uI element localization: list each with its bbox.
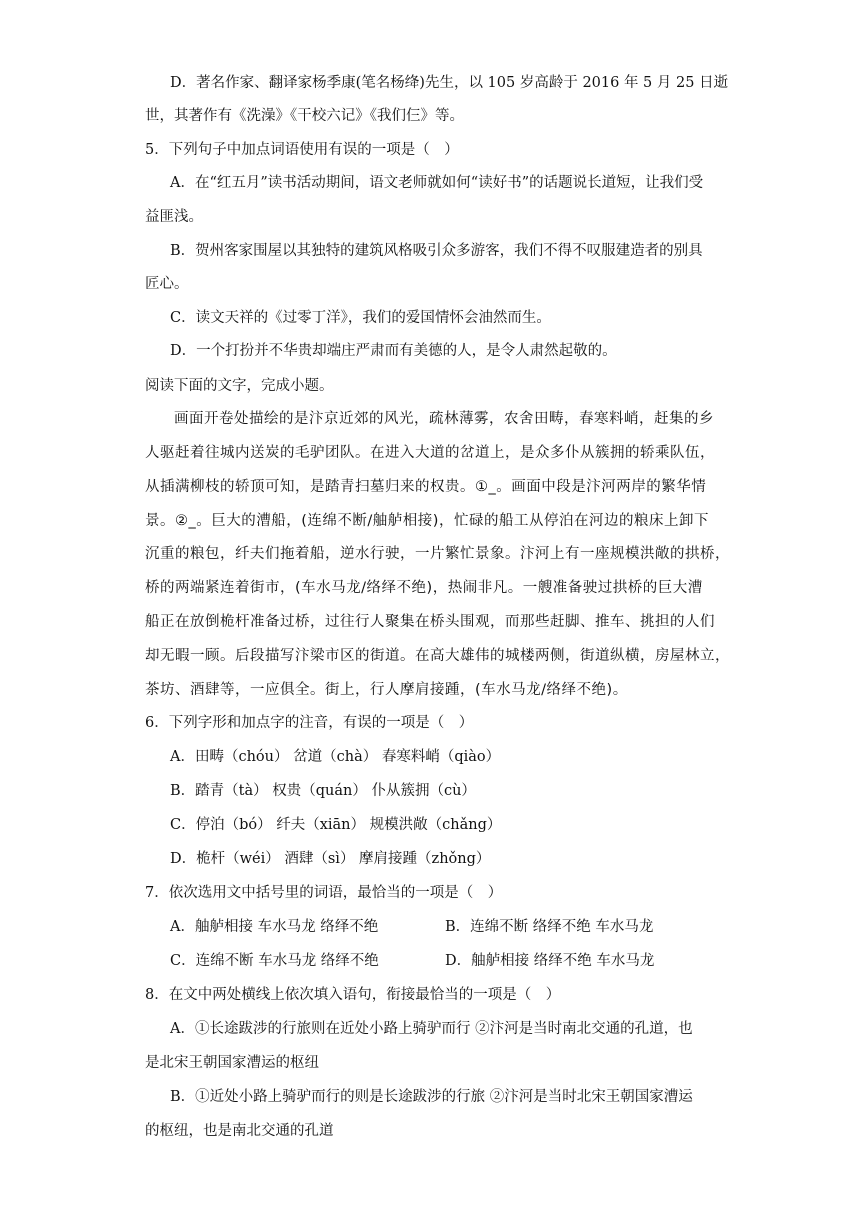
passage-line: 景。②_。巨大的漕船，(连绵不断/舳舻相接)，忙碌的船工从停泊在河边的粮床上卸下 [145, 513, 709, 529]
q7-option-b: B．连绵不断 络绎不绝 车水马龙 [445, 919, 654, 935]
q8-option-b-line2: 的枢纽，也是南北交通的孔道 [145, 1123, 334, 1139]
passage-line: 却无暇一顾。后段描写汴梁市区的街道。在高大雄伟的城楼两侧，街道纵横，房屋林立， [145, 648, 730, 664]
passage-line: 沉重的粮包，纤夫们拖着船，逆水行驶，一片繁忙景象。汴河上有一座规模洪敞的拱桥， [145, 546, 730, 562]
q8-option-a-line1: A．①长途跋涉的行旅则在近处小路上骑驴而行 ②汴河是当时南北交通的孔道，也 [170, 1021, 693, 1037]
q5-stem: 5．下列句子中加点词语使用有误的一项是（ ） [145, 142, 459, 158]
q8-option-b-line1: B．①近处小路上骑驴而行的则是长途跋涉的行旅 ②汴河是当时北宋王朝国家漕运 [170, 1089, 693, 1105]
passage-line: 船正在放倒桅杆准备过桥，过往行人聚集在桥头围观，而那些赶脚、推车、挑担的人们 [145, 614, 715, 630]
q7-option-c: C．连绵不断 车水马龙 络绎不绝 [170, 953, 379, 969]
passage-line: 桥的两端紧连着街市，(车水马龙/络绎不绝)，热闹非凡。一艘准备驶过拱桥的巨大漕 [145, 580, 703, 596]
q5-option-a-line1: A．在“红五月”读书活动期间，语文老师就如何“读好书”的话题说长道短，让我们受 [170, 175, 704, 191]
q6-option-d: D．桅杆（wéi） 酒肆（sì） 摩肩接踵（zhǒng） [170, 851, 491, 867]
passage-line: 茶坊、酒肆等，一应俱全。街上，行人摩肩接踵，(车水马龙/络绎不绝)。 [145, 682, 628, 698]
q7-stem: 7．依次选用文中括号里的词语，最恰当的一项是（ ） [145, 885, 503, 901]
passage-line: 画面开卷处描绘的是汴京近郊的风光，疏林薄雾，农舍田畴，春寒料峭，赶集的乡 [174, 411, 714, 427]
q5-option-c: C．读文天祥的《过零丁洋》，我们的爱国情怀会油然而生。 [170, 310, 551, 326]
q5-option-b-line2: 匠心。 [145, 276, 189, 292]
q7-option-a: A．舳舻相接 车水马龙 络绎不绝 [170, 919, 379, 935]
q5-option-d: D．一个打扮并不华贵却端庄严肃而有美德的人，是令人肃然起敬的。 [170, 343, 617, 359]
q8-option-a-line2: 是北宋王朝国家漕运的枢纽 [145, 1055, 319, 1071]
q6-stem: 6．下列字形和加点字的注音，有误的一项是（ ） [145, 715, 474, 731]
reading-intro: 阅读下面的文字，完成小题。 [145, 378, 334, 394]
q5-option-a-line2: 益匪浅。 [145, 209, 203, 225]
q5-option-b-line1: B．贺州客家围屋以其独特的建筑风格吸引众多游客，我们不得不叹服建造者的别具 [170, 243, 703, 259]
q6-option-b: B．踏青（tà） 权贵（quán） 仆从簇拥（cù） [170, 783, 476, 799]
q6-option-a: A．田畴（chóu） 岔道（chà） 春寒料峭（qiào） [170, 749, 501, 765]
passage-line: 人驱赶着往城内送炭的毛驴团队。在进入大道的岔道上，是众多仆从簇拥的轿乘队伍， [145, 445, 715, 461]
q6-option-c: C．停泊（bó） 纤夫（xiān） 规模洪敞（chǎng） [170, 817, 502, 833]
option-d-line2: 世，其著作有《洗澡》《干校六记》《我们仨》等。 [145, 108, 464, 124]
q8-stem: 8．在文中两处横线上依次填入语句，衔接最恰当的一项是（ ） [145, 987, 561, 1003]
q7-option-d: D．舳舻相接 络绎不绝 车水马龙 [445, 953, 655, 969]
option-d-line1: D．著名作家、翻译家杨季康(笔名杨绛)先生，以 105 岁高龄于 2016 年 5 月 25 日逝 [170, 75, 729, 91]
passage-line: 从插满柳枝的轿顶可知，是踏青扫墓归来的权贵。①_。画面中段是汴河两岸的繁华情 [145, 479, 707, 495]
